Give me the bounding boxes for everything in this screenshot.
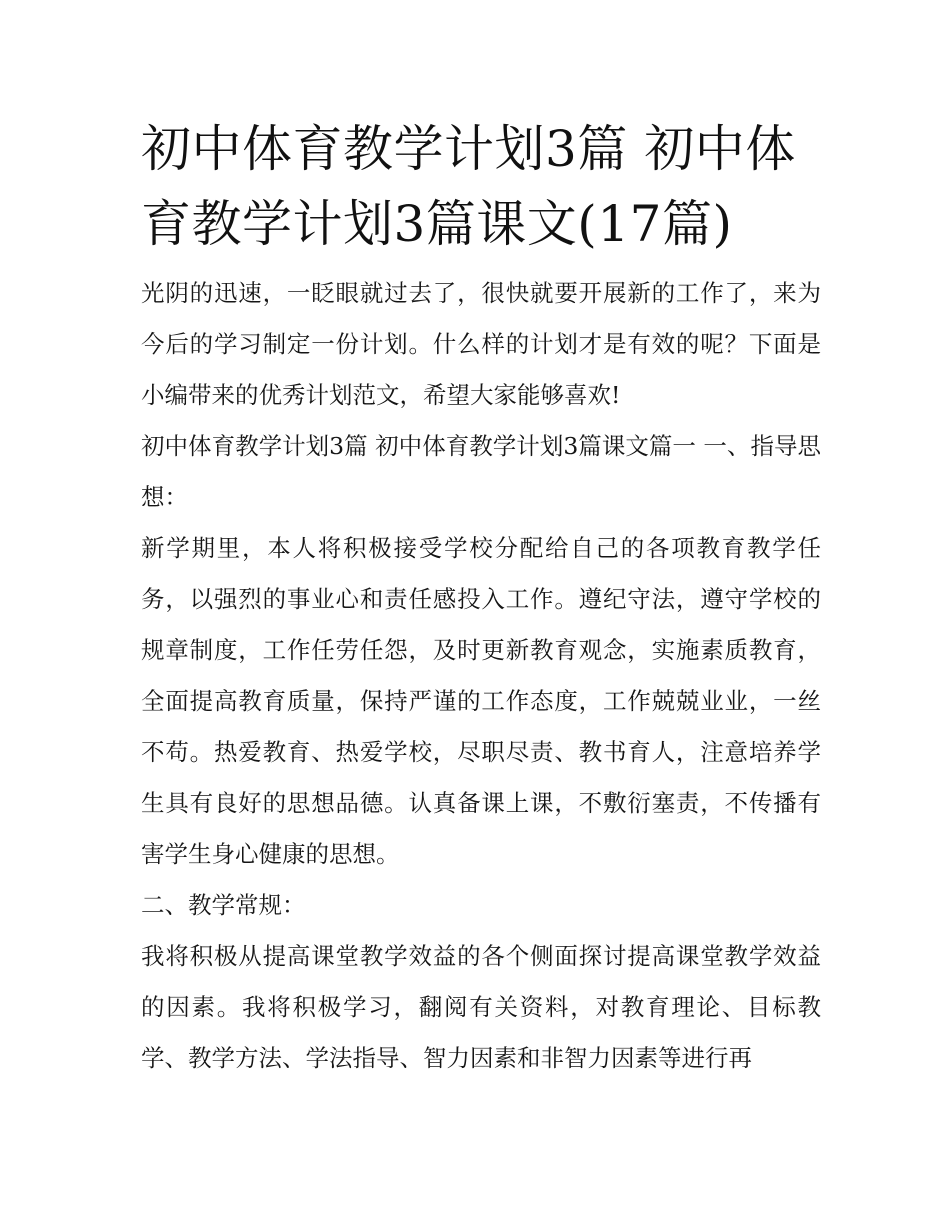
intro-paragraph: 光阴的迅速，一眨眼就过去了，很快就要开展新的工作了，来为今后的学习制定一份计划。什么样的计划才是有效的呢？下面是小编带来的优秀计划范文，希望大家能够喜欢! [141, 279, 821, 409]
section-heading-guiding-thought: 初中体育教学计划3篇 初中体育教学计划3篇课文篇一 一、指导思想： [141, 432, 821, 511]
body-paragraph: 我将积极从提高课堂教学效益的各个侧面探讨提高课堂教学效益的因素。我将积极学习，翻阅有关资料，对教育理论、目标教学、教学方法、学法指导、智力因素和非智力因素等进行再 [141, 942, 821, 1072]
document-title: 初中体育教学计划3篇 初中体育教学计划3篇课文(17篇) [141, 120, 796, 253]
document-page [141, 112, 821, 1084]
section-heading-teaching-routine: 二、教学常规： [141, 891, 306, 919]
body-paragraph: 新学期里，本人将积极接受学校分配给自己的各项教育教学任务，以强烈的事业心和责任感投入工作。遵纪守法，遵守学校的规章制度，工作任劳任怨，及时更新教育观念，实施素质教育，全面提高教育质量，保持严谨的工作态度，工作兢兢业业，一丝不苟。热爱教育、热爱学校，尽职尽责、教书育人，注意培养学生具有良好的思想品德。认真备课上课，不敷衍塞责，不传播有害学生身心健康的思想。 [141, 534, 821, 868]
